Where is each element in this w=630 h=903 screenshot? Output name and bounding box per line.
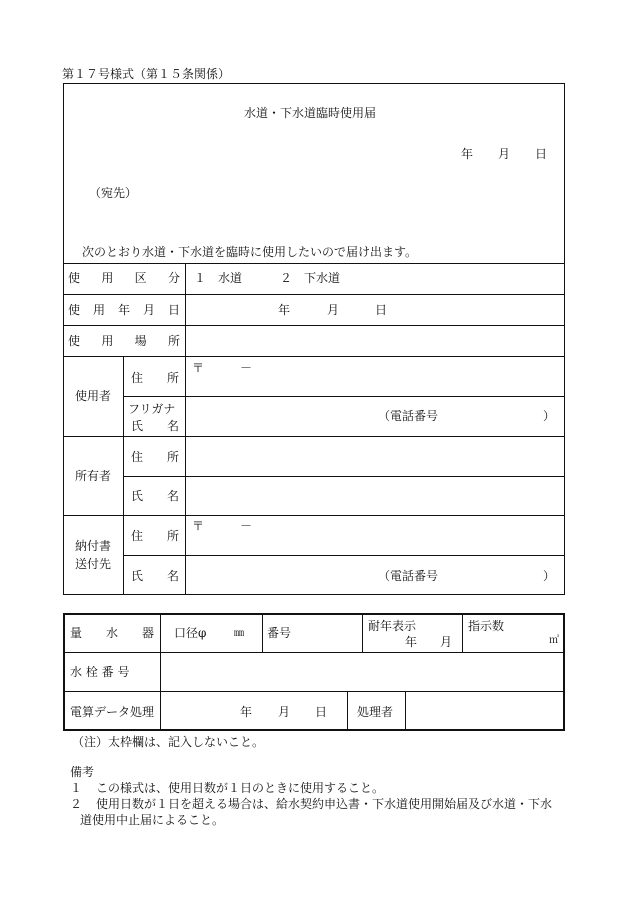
remark-1-number: １ — [70, 781, 83, 795]
form-title: 水道・下水道臨時使用届 — [244, 106, 377, 120]
user-address-label: 住 所 — [131, 371, 180, 385]
invoice-name-label: 氏 名 — [131, 569, 180, 583]
user-phone-close: ） — [543, 409, 556, 423]
meter-mm-unit: ㎜ — [234, 628, 244, 639]
hydrant-number-label: 水 栓 番 号 — [70, 665, 130, 679]
meter-diameter-label: 口径φ — [174, 626, 207, 640]
processor-label: 処理者 — [357, 705, 394, 719]
usage-category-label: 使 用 区 分 — [68, 271, 180, 285]
user-name-label: 氏 名 — [131, 419, 180, 433]
user-phone-open: （電話番号 — [378, 409, 439, 423]
user-postal-dash: － — [240, 361, 253, 375]
invoice-phone-open: （電話番号 — [378, 569, 439, 583]
remark-2-continuation: 道使用中止届によること。 — [80, 813, 225, 827]
meter-label: 量 水 器 — [70, 626, 155, 640]
durable-year-label: 耐年表示 — [368, 619, 417, 633]
owner-name-label: 氏 名 — [131, 489, 180, 503]
remark-2-number: ２ — [70, 797, 83, 811]
reading-m3-unit: ㎥ — [549, 635, 559, 646]
usage-date-day[interactable]: 日 — [375, 303, 388, 317]
date-month: 月 — [498, 147, 511, 161]
note-text: （注）太枠欄は、記入しないこと。 — [72, 735, 265, 749]
meter-number-label: 番号 — [267, 626, 292, 640]
usage-option-sewer[interactable]: ２ 下水道 — [280, 271, 341, 285]
usage-date-month[interactable]: 月 — [327, 303, 340, 317]
remarks-title: 備考 — [70, 765, 95, 779]
invoice-group-line2: 送付先 — [75, 557, 112, 571]
owner-group-label: 所有者 — [75, 469, 112, 483]
user-group-label: 使用者 — [75, 389, 112, 403]
addressee: （宛先） — [89, 186, 138, 200]
date-year: 年 — [461, 147, 474, 161]
form-number: 第１７号様式（第１５条関係） — [62, 67, 231, 81]
usage-date-label: 使 用 年 月 日 — [68, 303, 180, 317]
remark-2-text: 使用日数が１日を超える場合は、給水契約申込書・下水道使用開始届及び水道・下水 — [96, 797, 553, 811]
data-processing-label: 電算データ処理 — [70, 705, 155, 719]
usage-date-year[interactable]: 年 — [278, 303, 291, 317]
invoice-postal-dash: － — [240, 519, 253, 533]
durable-year-year: 年 — [405, 635, 418, 649]
usage-place-field[interactable] — [186, 326, 564, 355]
invoice-group-line1: 納付書 — [75, 539, 112, 553]
remark-1-text: この様式は、使用日数が１日のときに使用すること。 — [96, 781, 385, 795]
reading-label: 指示数 — [468, 619, 505, 633]
invoice-phone-close: ） — [543, 569, 556, 583]
data-processing-year: 年 — [240, 705, 253, 719]
invoice-address-label: 住 所 — [131, 529, 180, 543]
user-postal-mark: 〒 — [192, 361, 205, 375]
intro-text: 次のとおり水道・下水道を臨時に使用したいので届け出ます。 — [82, 245, 418, 259]
user-furigana-label: フリガナ — [128, 402, 176, 416]
usage-place-label: 使 用 場 所 — [68, 334, 180, 348]
owner-address-label: 住 所 — [131, 450, 180, 464]
durable-year-month: 月 — [440, 635, 453, 649]
data-processing-day: 日 — [315, 705, 328, 719]
date-day: 日 — [535, 147, 548, 161]
invoice-postal-mark: 〒 — [192, 519, 205, 533]
usage-option-water[interactable]: １ 水道 — [194, 271, 243, 285]
data-processing-month: 月 — [278, 705, 291, 719]
